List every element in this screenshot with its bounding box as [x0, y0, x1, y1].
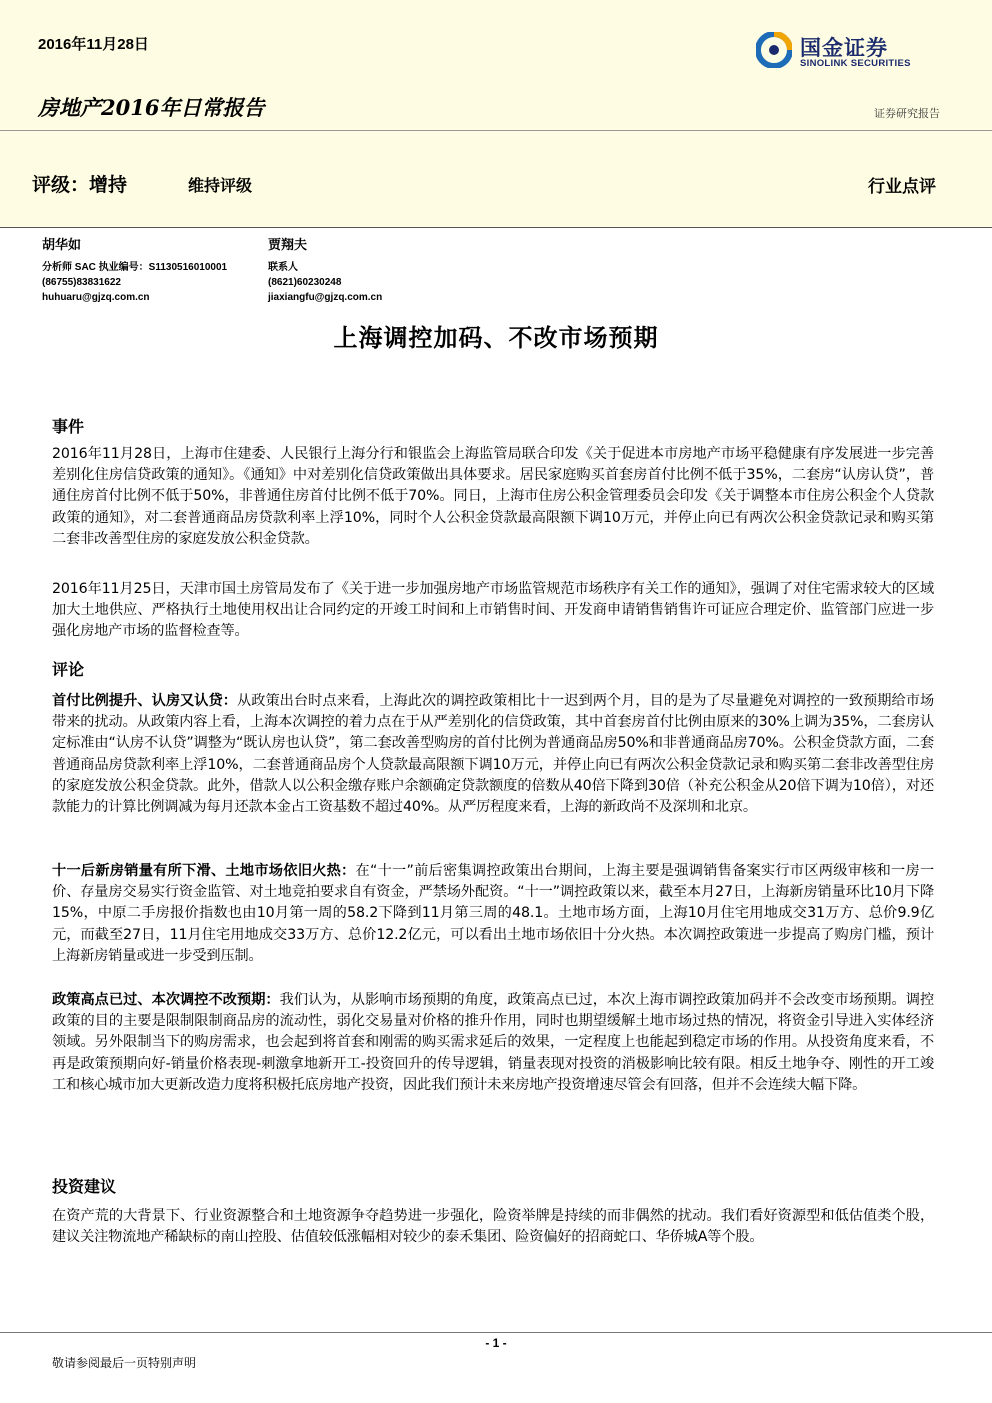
- header-bottom-divider: [0, 227, 992, 228]
- analyst-role: 分析师 SAC 执业编号：S1130516010001: [42, 262, 228, 273]
- header-divider: [0, 130, 992, 131]
- report-title: 房地产2016年日常报告: [38, 95, 265, 120]
- advice-paragraph: 在资产荒的大背景下、行业资源整合和土地资源争夺趋势进一步强化，险资举牌是持续的而非偶然的扰动。我们看好资源型和低估值类个股，建议关注物流地产稀缺标的南山控股、估值较低涨幅相对较少的泰禾集团、险资偏好的招商蛇口、华侨城A等个股。: [52, 1208, 934, 1246]
- section-title-advice: 投资建议: [52, 1177, 117, 1196]
- sinolink-logo-icon: [756, 32, 792, 68]
- rating: 评级：增持: [32, 174, 128, 196]
- comment-3-lead: 政策高点已过、本次调控不改预期：: [52, 992, 280, 1008]
- comment-1-text: 从政策出台时点来看，上海此次的调控政策相比十一迟到两个月，目的是为了尽量避免对调控的一致预期给市场带来的扰动。从政策内容上看，上海本次调控的着力点在于从严差别化的信贷政策，其中首套房首付比例由原来的30%上调为35%，二套房认定标准由“认房不认贷”调整为“既认房也认贷”，第二套改善型购房的首付比例为普通商品房50%和非普通商品房70%。公积金贷款方面，二套普通商品房贷款利率上浮10%，二套普通商品房个人贷款最高限额下调10万元，并停止向已有两次公积金贷款记录和购买第二套非改善型住房的家庭发放公积金贷款。此外，借款人以公积金缴存账户余额确定贷款额度的倍数从40倍下降到30倍（补充公积金从20倍下调为10倍），对还款能力的计算比例调减为每月还款本金占工资基数不超过40%。从严厉程度来看，上海的新政尚不及深圳和北京。: [52, 693, 934, 816]
- logo-chinese-name: 国金证券: [800, 36, 888, 60]
- contact-role: 联系人: [268, 262, 298, 273]
- contact-phone: (8621)60230248: [268, 277, 342, 288]
- event-paragraph-1: 2016年11月28日，上海市住建委、人民银行上海分行和银监会上海监管局联合印发《关于促进本市房地产市场平稳健康有序发展进一步完善差别化住房信贷政策的通知》。《通知》中对差别化信贷政策做出具体要求。居民家庭购买首套房首付比例不低于35%，二套房“认房认贷”，普通住房首付比例不低于50%，非普通住房首付比例不低于70%。同日，上海市住房公积金管理委员会印发《关于调整本市住房公积金个人贷款政策的通知》，对二套普通商品房贷款利率上浮10%，同时个人公积金贷款最高限额下调10万元，并停止向已有两次公积金贷款记录和购买第二套非改善型住房的家庭发放公积金贷款。: [52, 446, 934, 547]
- report-type: 证券研究报告: [874, 107, 940, 120]
- analyst-card: [42, 238, 227, 305]
- article-headline: 上海调控加码、不改市场预期: [333, 323, 659, 352]
- event-paragraph-2: 2016年11月25日，天津市国土房管局发布了《关于进一步加强房地产市场监管规范市场秩序有关工作的通知》，强调了对住宅需求较大的区域加大土地供应、严格执行土地使用权出让合同约定的开竣工时间和上市销售时间、开发商申请销售销售许可证应合理定价、监管部门应进一步强化房地产市场的监督检查等。: [52, 581, 934, 640]
- comment-2-lead: 十一后新房销量有所下滑、土地市场依旧火热：: [52, 863, 356, 879]
- section-title-event: 事件: [52, 417, 85, 436]
- comment-2-text: 在“十一”前后密集调控政策出台期间，上海主要是强调销售备案实行市区两级审核和一房一价、存量房交易实行资金监管、对土地竞拍要求自有资金，严禁场外配资。“十一”调控政策以来，截至本月27日，上海新房销量环比10月下降15%，中原二手房报价指数也由10月第一周的58.2下降到11月第三周的48.1。土地市场方面，上海10月住宅用地成交31万方、总价9.9亿元，而截至27日，11月住宅用地成交33万方、总价12.2亿元，可以看出土地市场依旧十分火热。本次调控政策进一步提高了购房门槛，预计上海新房销量或进一步受到压制。: [52, 863, 934, 964]
- rating-maintained: 维持评级: [188, 176, 253, 195]
- comment-paragraph-3: [52, 990, 934, 1096]
- contact-card: [268, 238, 382, 305]
- logo-english-name: SINOLINK SECURITIES: [800, 58, 911, 69]
- company-logo: [756, 30, 946, 72]
- contact-email[interactable]: jiaxiangfu@gjzq.com.cn: [268, 292, 383, 303]
- comment-3-text: 我们认为，从影响市场预期的角度，政策高点已过，本次上海市调控政策加码并不会改变市场预期。调控政策的目的主要是限制限制商品房的流动性，弱化交易量对价格的推升作用，同时也期望缓解土地市场过热的情况，将资金引导进入实体经济领域。另外限制当下的购房需求，也会起到将首套和刚需的购买需求延后的效果，一定程度上也能起到稳定市场的作用。从投资角度来看，不再是政策预期向好-销量价格表现-刺激拿地新开工-投资回升的传导逻辑，销量表现对投资的消极影响比较有限。相反土地争夺、刚性的开工竣工和核心城市加大更新改造力度将积极托底房地产投资，因此我们预计未来房地产投资增速尽管会有回落，但并不会连续大幅下降。: [52, 992, 934, 1093]
- industry-label: 行业点评: [868, 177, 936, 197]
- analyst-phone: (86755)83831622: [42, 277, 121, 288]
- contact-name: 贾翔夫: [268, 238, 308, 253]
- page-number: - 1 -: [485, 1336, 507, 1350]
- analyst-name: 胡华如: [42, 238, 82, 253]
- analyst-email[interactable]: huhuaru@gjzq.com.cn: [42, 292, 150, 303]
- section-title-comment: 评论: [52, 660, 85, 679]
- report-date: 2016年11月28日: [38, 36, 149, 53]
- footer-divider: [0, 1332, 992, 1333]
- comment-paragraph-1: [52, 691, 934, 818]
- comment-paragraph-2: [52, 861, 934, 967]
- footer-disclaimer: 敬请参阅最后一页特别声明: [52, 1356, 197, 1370]
- comment-1-lead: 首付比例提升、认房又认贷：: [52, 693, 237, 709]
